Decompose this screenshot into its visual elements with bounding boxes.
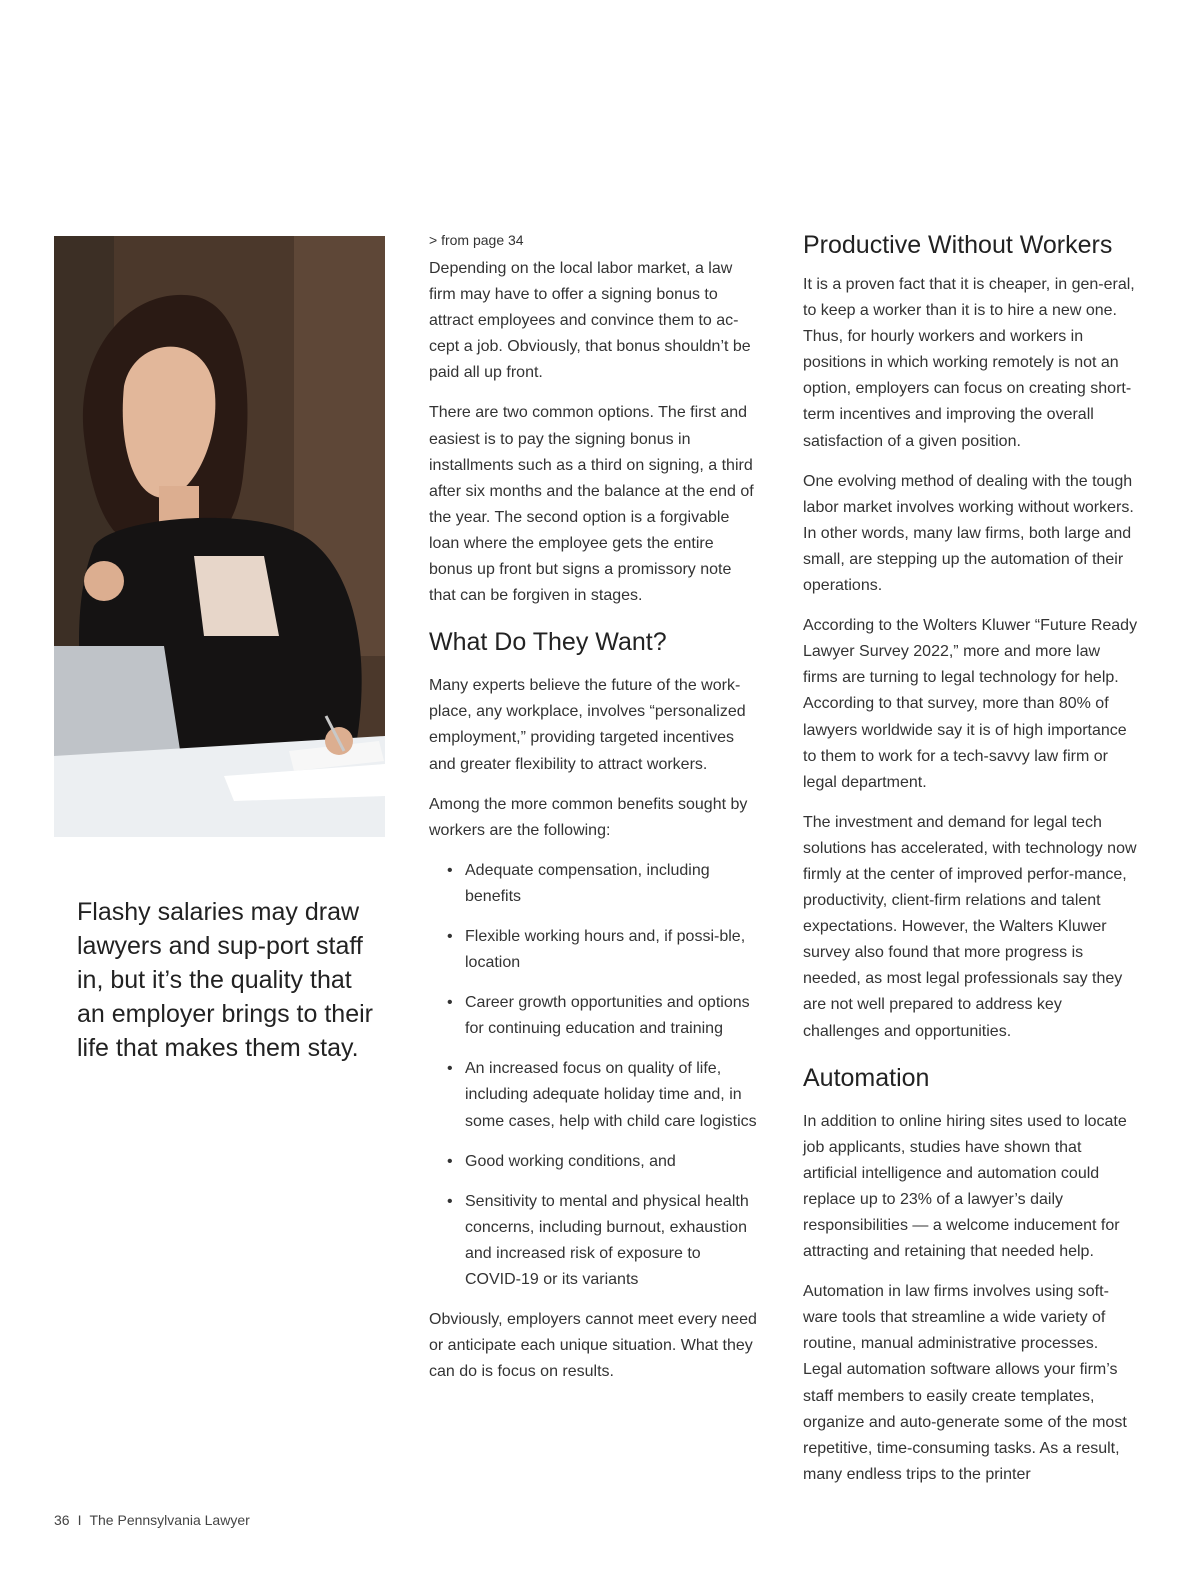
list-item: • Sensitivity to mental and physical health concerns, including burnout, exhaustion and increased risk of exposure to COVID-19 or its variants [447,1189,761,1293]
page-footer [54,1512,250,1528]
section-heading: What Do They Want? [429,628,667,657]
continued-from-label: > from page 34 [429,232,524,248]
footer-separator: I [77,1512,82,1528]
page-number: 36 [54,1512,70,1528]
paragraph: Obviously, employers cannot meet every need or anticipate each unique situation. What they can do is focus on results. [429,1311,757,1381]
section-heading: Automation [803,1063,930,1092]
paragraph: Depending on the local labor market, a law firm may have to offer a signing bonus to attract employees and convince them to ac-cept a job. Obviously, that bonus shouldn’t be paid all up front. [429,260,751,382]
paragraph: Many experts believe the future of the work-place, any workplace, involves “personalized employment,” providing targeted incentives and greater flexibility to attract workers. [429,677,746,773]
photo-illustration [54,236,385,837]
list-item: • Career growth opportunities and options for continuing education and training [447,990,761,1042]
list-item: • An increased focus on quality of life, including adequate holiday time and, in some cases, help with child care logistics [447,1056,761,1134]
article-photo [54,236,385,837]
article-column-3 [803,230,1138,1502]
list-item: • Flexible working hours and, if possi-ble, location [447,924,761,976]
paragraph: Among the more common benefits sought by workers are the following: [429,795,748,839]
paragraph: One evolving method of dealing with the tough labor market involves working without workers. In other words, many law firms, both large and small, are stepping up the automation of their operations. [803,472,1134,595]
paragraph: There are two common options. The first and easiest is to pay the signing bonus in installments such as a third on signing, a third after six months and the balance at the end of the year. The second option is a forgivable loan where the employee gets the entire bonus up front but signs a promissory note that can be forgiven in stages. [429,404,754,605]
publication-name: The Pennsylvania Lawyer [89,1512,250,1528]
paragraph: The investment and demand for legal tech solutions has accelerated, with technology now firmly at the center of improved perfor-mance, productivity, client-firm relations and talent expectations. However, the Walters Kluwer survey also found that more progress is needed, as most legal professionals say they are not well prepared to address key challenges and opportunities. [803,813,1137,1040]
list-item: • Adequate compensation, including benefits [447,858,761,910]
paragraph: It is a proven fact that it is cheaper, in gen-eral, to keep a worker than it is to hire a new one. Thus, for hourly workers and workers in positions in which working remotely is not an option, employers can focus on creating short-term incentives and improving the overall satisfaction of a given position. [803,276,1135,450]
pull-quote: Flashy salaries may draw lawyers and sup-port staff in, but it’s the quality that an employer brings to their life that makes them stay. [77,898,373,1062]
paragraph: In addition to online hiring sites used to locate job applicants, studies have shown that artificial intelligence and automation could replace up to 23% of a lawyer’s daily responsibilities — a welcome inducement for attracting and retaining that needed help. [803,1112,1127,1261]
paragraph: According to the Wolters Kluwer “Future Ready Lawyer Survey 2022,” more and more law firms are turning to legal technology for help. According to that survey, more than 80% of lawyers worldwide say it is of high importance to them to work for a tech-savvy law firm or legal department. [803,617,1138,791]
list-item: • Good working conditions, and [447,1149,761,1175]
section-heading: Productive Without Workers [803,231,1113,259]
benefits-list [429,858,761,1293]
paragraph: Automation in law firms involves using soft-ware tools that streamline a wide variety of routine, manual administrative processes. Legal automation software allows your firm’s staff members to easily create templates, organize and auto-generate some of the most repetitive, time-consuming tasks. As a result, many endless trips to the printer [803,1283,1127,1483]
article-column-2 [429,230,761,1399]
